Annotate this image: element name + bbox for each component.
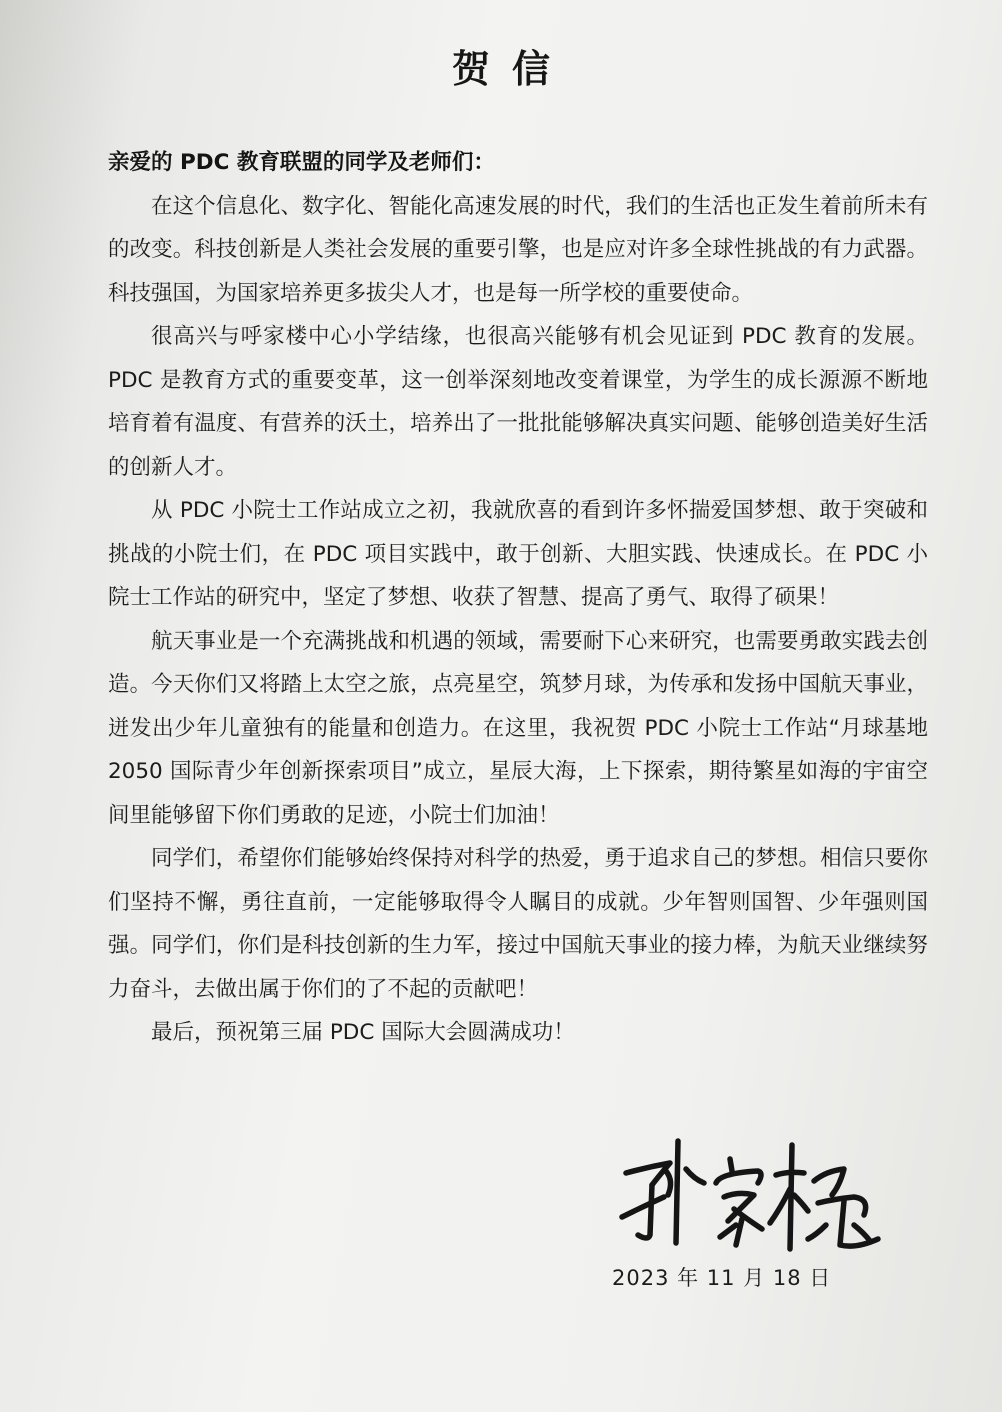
greeting: 亲爱的 PDC 教育联盟的同学及老师们： bbox=[108, 150, 495, 175]
handwritten-signature bbox=[608, 1125, 898, 1265]
paragraph-2: 很高兴与呼家楼中心小学结缘，也很高兴能够有机会见证到 PDC 教育的发展。PDC 是教育方式的重要变革，这一创举深刻地改变着课堂，为学生的成长源源不断地培育着有温度、有营养的沃土，培养出了一批批能够解决真实问题、能够创造美好生活的创新人才。 bbox=[108, 324, 928, 480]
letter-body bbox=[108, 141, 928, 1055]
paragraph-5: 同学们，希望你们能够始终保持对科学的热爱，勇于追求自己的梦想。相信只要你们坚持不懈，勇往直前，一定能够取得令人瞩目的成就。少年智则国智、少年强则国强。同学们，你们是科技创新的生力军，接过中国航天事业的接力棒，为航天业继续努力奋斗，去做出属于你们的了不起的贡献吧！ bbox=[108, 846, 928, 1002]
letter-date: 2023 年 11 月 18 日 bbox=[612, 1266, 832, 1290]
paragraph-1: 在这个信息化、数字化、智能化高速发展的时代，我们的生活也正发生着前所未有的改变。科技创新是人类社会发展的重要引擎，也是应对许多全球性挑战的有力武器。科技强国，为国家培养更多拔尖人才，也是每一所学校的重要使命。 bbox=[108, 193, 928, 306]
letter-title: 贺信 bbox=[451, 47, 572, 91]
paragraph-3: 从 PDC 小院士工作站成立之初，我就欣喜的看到许多怀揣爱国梦想、敢于突破和挑战的小院士们，在 PDC 项目实践中，敢于创新、大胆实践、快速成长。在 PDC 小院士工作站的研究中，坚定了梦想、收获了智慧、提高了勇气、取得了硕果！ bbox=[108, 498, 928, 610]
paragraph-4: 航天事业是一个充满挑战和机遇的领域，需要耐下心来研究，也需要勇敢实践去创造。今天你们又将踏上太空之旅，点亮星空，筑梦月球，为传承和发扬中国航天事业，迸发出少年儿童独有的能量和创造力。在这里，我祝贺 PDC 小院士工作站“月球基地 2050 国际青少年创新探索项目”成立，星辰大海，上下探索，期待繁星如海的宇宙空间里能够留下你们勇敢的足迹，小院士们加油！ bbox=[108, 628, 928, 828]
paragraph-6: 最后，预祝第三届 PDC 国际大会圆满成功！ bbox=[151, 1020, 575, 1045]
